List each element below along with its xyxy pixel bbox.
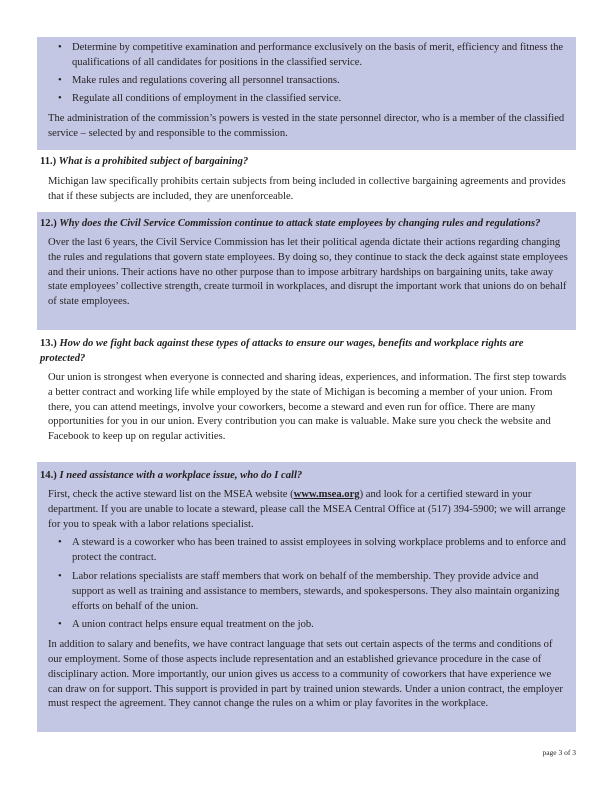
question-13-heading — [40, 336, 576, 366]
list-item: • A union contract helps ensure equal treatment on the job. — [40, 618, 576, 633]
msea-website-link[interactable]: www.msea.org — [293, 489, 360, 500]
page-number: page 3 of 3 — [542, 748, 576, 757]
bullet-icon: • — [58, 42, 62, 53]
list-item: • A steward is a coworker who has been trained to assist employees in solving workplace problems and to enforce and protect the contract. — [58, 537, 566, 564]
question-number: 11.) — [40, 156, 57, 167]
administration-paragraph: The administration of the commission’s powers is vested in the state personnel director, who is a member of the classified service – selected by and responsible to the commission. — [48, 113, 565, 139]
question-number: 14.) — [40, 470, 57, 481]
answer-14-closing: In addition to salary and benefits, we have contract language that sets out certain aspects of the terms and conditions of our employment. Some of those aspects include representation and an established grievance procedure in the case of disciplinary action. More importantly, our union gives us access to a community of coworkers that have experience we can draw on for support. This support is provided in part by trained union stewards. Under a union contract, the employer must respect the agreement. They cannot change the rules on a whim or play favorites in the workplace. — [48, 639, 563, 710]
answer-14-intro: First, check the active steward list on the MSEA website (www.msea.org) and look for a certified steward in your department. If you are unable to locate a steward, please call the MSEA Central Office at (517) 394-5900; we will arrange for you to speak with a labor relations specialist. — [48, 489, 566, 530]
question-number: 13.) — [40, 338, 57, 349]
bullet-icon: • — [58, 619, 62, 631]
bullet-icon: • — [58, 93, 62, 105]
question-number: 12.) — [40, 218, 57, 229]
bullet-icon: • — [58, 537, 62, 549]
question-text: I need assistance with a workplace issue, who do I call? — [59, 470, 303, 481]
question-14-block — [37, 462, 576, 732]
question-13-block — [37, 334, 576, 460]
commission-powers-block — [37, 37, 576, 150]
question-12-heading — [40, 216, 576, 231]
commission-powers-list — [37, 41, 576, 107]
question-11-block — [37, 154, 576, 210]
list-item: • Determine by competitive examination and performance exclusively on the basis of merit, efficiency and fitness the qualifications of all candidates for positions in the classified service. — [58, 42, 564, 68]
answer-13: Our union is strongest when everyone is connected and sharing ideas, experiences, and information. The first step towards a better contract and working life while employed by the state of Michigan is becoming a member of your union. From there, you can attend meetings, involve your coworkers, become a steward and even run for office. There are many opportunities for you in our union. Every contribution you can make is valuable. Make sure you check the website and Facebook to keep up on regular activities. — [48, 372, 567, 443]
question-text: Why does the Civil Service Commission continue to attack state employees by changing rules and regulations? — [59, 218, 541, 229]
list-item: • Labor relations specialists are staff members that work on behalf of the membership. They provide advice and support as well as training and assistance to members, stewards, and spokespersons. They also maintain organizing efforts on behalf of the union. — [58, 570, 560, 612]
list-item: • Regulate all conditions of employment in the classified service. — [37, 92, 576, 107]
answer-12: Over the last 6 years, the Civil Service Commission has let their political agenda dictate their actions regarding changing the rules and regulations that govern state employees. By doing so, they continue to stack the deck against state employees and their unions. Their actions have no other purpose than to impose arbitrary hardships on bargaining units, take away state employees’ collective strength, create turmoil in workplaces, and disrupt the important work that unions do on behalf of state employees. — [48, 237, 568, 308]
question-11-heading — [40, 154, 576, 169]
question-text: What is a prohibited subject of bargaining? — [58, 156, 249, 167]
question-text: How do we fight back against these types of attacks to ensure our wages, benefits and workplace rights are protected? — [40, 338, 524, 364]
bullet-icon: • — [58, 74, 62, 86]
bullet-icon: • — [58, 570, 62, 582]
list-item: • Make rules and regulations covering all personnel transactions. — [37, 74, 576, 89]
question-14-heading — [40, 468, 576, 483]
assistance-list — [40, 536, 576, 633]
question-12-block — [37, 212, 576, 330]
answer-11: Michigan law specifically prohibits certain subjects from being included in collective bargaining agreements and provides that if these subjects are included, they are unenforceable. — [48, 176, 566, 202]
